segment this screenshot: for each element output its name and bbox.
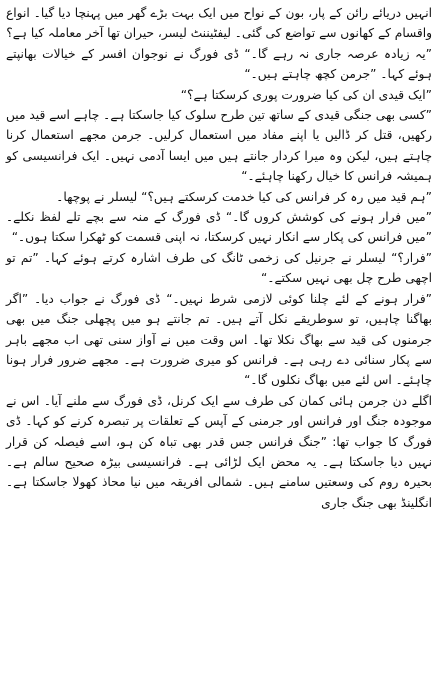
paragraph-2: ”یہ زیادہ عرصہ جاری نہ رہے گا۔“ ڈی فورگ نے نوجوان افسر کے خیالات بھانپتے ہوئے کہا۔ ”جرمن کچھ چاہتے ہیں۔“	[6, 46, 432, 82]
paragraph-3: ”ایک قیدی ان کی کیا ضرورت پوری کرسکتا ہے؟“	[180, 87, 432, 102]
paragraph-6: ”میں فرار ہونے کی کوشش کروں گا۔“ ڈی فورگ کے منہ سے بچے تلے لفظ نکلے۔ ”میں فرانس کی پکار سے انکار نہیں کرسکتا، نہ اپنی قسمت کو ٹھکرا سکتا ہوں۔“	[6, 210, 432, 245]
paragraph-7: ”فرار؟“ لیسلر نے جرنیل کی زخمی ٹانگ کی طرف اشارہ کرتے ہوئے کہا۔ ”تم تو اچھی طرح چل بھی نہیں سکتے۔“	[6, 250, 432, 286]
paragraph-1: انہیں دریائے رائن کے پار، بون کے نواح میں ایک بہت بڑے گھر میں پہنچا دیا گیا۔ انواع واقسام کے کھانوں سے تواضع کی گئی۔ لیفٹیننٹ لیسر، حیران تھا آخر معاملہ کیا ہے؟	[6, 6, 432, 41]
paragraph-8: ”فرار ہونے کے لئے چلنا کوئی لازمی شرط نہیں۔“ ڈی فورگ نے جواب دیا۔ ”اگر بھاگنا چاہیں، تو سوطریقے نکل آتے ہیں۔ تم جانتے ہو میں پچھلی جنگ میں بھی جرمنوں کی قید سے بھاگ نکلا تھا۔ اس وقت میں نے آواز سنی تھی اب مجھے باہر سے پکار سنائی دے رہی ہے۔ فرانس کو میری ضرورت ہے۔ مجھے ضرور فرار ہونا چاہئے۔ اس لئے میں بھاگ نکلوں گا۔“	[6, 291, 432, 388]
paragraph-4: ”کسی بھی جنگی قیدی کے ساتھ تین طرح سلوک کیا جاسکتا ہے۔ چاہے اسے قید میں رکھیں، قتل کر ڈالیں یا اپنے مفاد میں استعمال کرلیں۔ جرمن مجھے استعمال کرنا چاہتے ہیں، لیکن وہ میرا کردار جانتے ہیں میں ایسا آدمی نہیں۔ ایک فرانسیسی کو ہمیشہ فرانس کا خیال رکھنا چاہئے۔“	[6, 108, 432, 184]
paragraph-9: اگلے دن جرمن ہائی کمان کی طرف سے ایک کرنل، ڈی فورگ سے ملنے آیا۔ اس نے موجودہ جنگ اور فرانس اور جرمنی کے آپس کے تعلقات پر تبصرہ کرنے کو کہا۔ ڈی فورگ کا جواب تھا: ”جنگ فرانس جس قدر بھی تباہ کن ہو، اسے فیصلہ کن قرار نہیں دیا جاسکتا ہے۔ یہ محض ایک لڑائی ہے۔ فرانسیسی بیڑہ صحیح سالم ہے۔ بحیرہ روم کی وسعتیں سامنے ہیں۔ شمالی افریقہ میں نیا محاذ کھولا جاسکتا ہے۔ انگلینڈ بھی جنگ جاری	[6, 393, 432, 510]
paragraph-5: ”ہم قید میں رہ کر فرانس کی کیا خدمت کرسکتے ہیں؟“ لیسلر نے پوچھا۔	[56, 189, 432, 204]
